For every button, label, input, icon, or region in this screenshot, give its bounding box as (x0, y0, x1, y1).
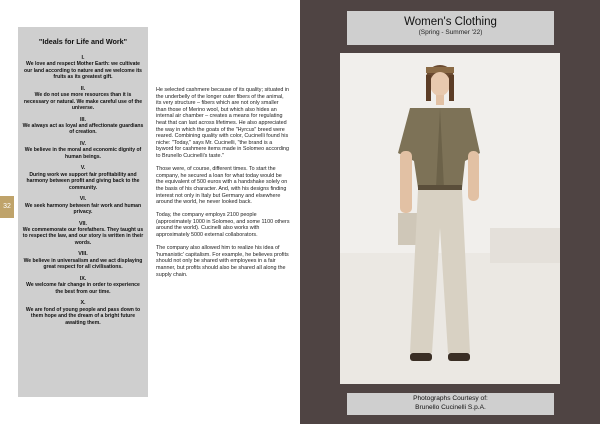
page-subtitle: (Spring - Summer '22) (418, 29, 483, 36)
ideal-number: VII. (78, 220, 88, 227)
ideal-number: II. (80, 85, 86, 92)
ideals-list (22, 55, 144, 326)
ideal-item (22, 276, 144, 295)
article-body (156, 87, 290, 285)
ideal-text: During work we support fair profitability and harmony between profit and giving back to the community. (26, 171, 140, 191)
ideal-item (22, 117, 144, 136)
ideal-text: We seek harmony between fair work and human privacy. (24, 202, 142, 216)
body-paragraph: Those were, of course, different times. To start the company, he secured a loan for what today would be the equivalent of 500 euros with a handshake solely on the basis of his character. And, with his designs finding interest not only in Italy but Germany and elsewhere around the world, he never looked back. (156, 166, 288, 206)
ideal-item (22, 221, 144, 247)
ideal-number: I. (81, 55, 85, 61)
ideal-number: X. (80, 300, 86, 307)
ideal-item (22, 300, 144, 326)
ideal-item (22, 251, 144, 270)
ideal-text: We welcome fair change in order to experience the best from our time. (26, 282, 140, 295)
ideal-text: We are fond of young people and pass down to them hope and the dream of a bright future awaiting them. (25, 306, 141, 326)
ideal-item (22, 165, 144, 191)
credit-label: Photographs Courtesy of: (413, 395, 488, 402)
ideal-number: V. (80, 165, 86, 172)
body-paragraph: The company also allowed him to realize his idea of 'humanistic' capitalism. For example, he believes profits should not only be shared with employees in a fair manner, but profits should also be shared all along the supply chain. (156, 245, 289, 278)
ideal-item (22, 55, 144, 81)
ideal-number: III. (80, 116, 86, 123)
ideals-sidebar (18, 27, 148, 397)
page-title: Women's Clothing (404, 16, 497, 28)
body-paragraph: He selected cashmere because of its quality; situated in the underbelly of the longer outer fibers of the animal, its very structure – fibers which are not only smaller than those of Merino wool, but which also hides an internal air chamber – creates a means for regulating heat that can last across lifetimes. He also appreciated the way in which the goats of the "Hyrcus" breed were reared. Combining quality with color, Cucinelli found his niche: "Today," says Mr. Cucinelli, "the brand is a byword for cashmere items made in Solomeo according to Brunello Cucinelli's taste." (156, 87, 290, 159)
ideal-item (22, 196, 144, 215)
ideal-number: IV. (79, 141, 87, 148)
ideal-number: IX. (79, 275, 87, 282)
body-paragraph: Today, the company employs 2100 people (approximately 1000 in Solomeo, and some 1100 others around the world). Cucinelli also works with approximately 5000 external collaborators. (156, 212, 290, 239)
ideal-item (22, 86, 144, 112)
fashion-photo (340, 53, 560, 384)
page-number-tab: 32 (0, 196, 14, 218)
ideal-text: We do not use more resources than it is necessary or natural. We make careful use of the universe. (23, 92, 143, 112)
photo-credit-box (347, 393, 554, 415)
model-figure-illustration (340, 53, 560, 384)
ideal-text: We love and respect Mother Earth: we cultivate our land according to nature and we welcome its fruits as its greatest gift. (23, 61, 143, 81)
ideal-item (22, 141, 144, 160)
ideal-number: VIII. (78, 251, 88, 258)
title-box (347, 11, 554, 45)
ideal-text: We commemorate our forefathers. They taught us to respect the law, and our story is written in their words. (22, 227, 144, 246)
ideals-title: "Ideals for Life and Work" (38, 37, 128, 46)
credit-company: Brunello Cucinelli S.p.A. (415, 403, 486, 411)
ideal-text: We believe in the moral and economic dignity of human beings. (24, 147, 142, 160)
ideal-text: We always act as loyal and affectionate guardians of creation. (22, 123, 144, 136)
ideal-number: VI. (79, 196, 87, 203)
ideal-text: We believe in universalism and we act displaying great respect for all civilisations. (23, 257, 143, 271)
